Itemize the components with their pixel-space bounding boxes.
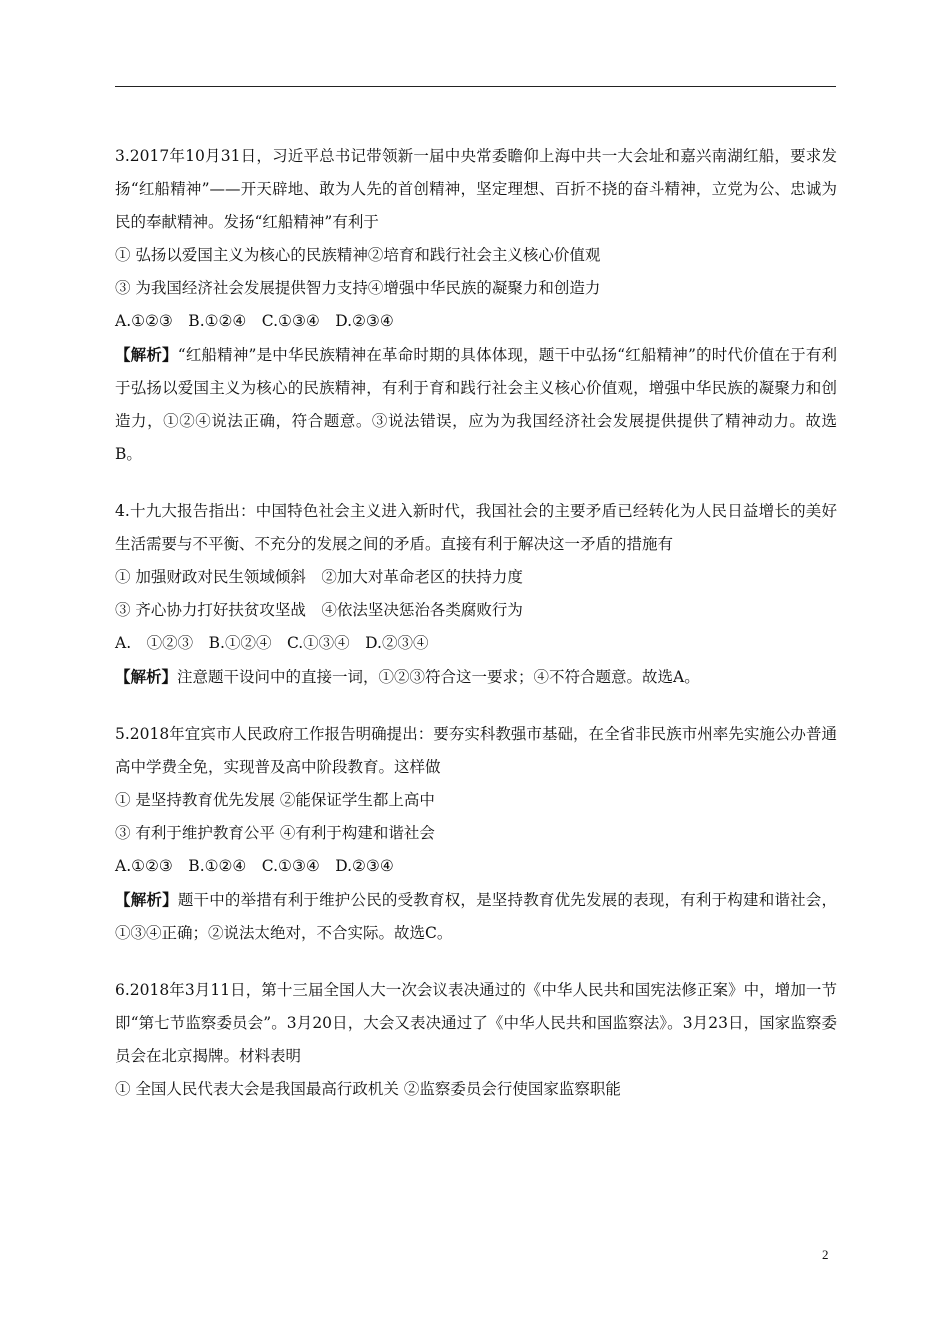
question-5 (115, 718, 837, 950)
statement-item: ① 全国人民代表大会是我国最高行政机关 ②监察委员会行使国家监察职能 (115, 1080, 621, 1098)
answer-options: A.①②③ B.①②④ C.①③④ D.②③④ (115, 857, 394, 875)
statement-item: ① 是坚持教育优先发展 ②能保证学生都上高中 (115, 791, 435, 809)
analysis (115, 338, 837, 471)
question-stem: 6.2018年3月11日，第十三届全国人大一次会议表决通过的《中华人民共和国宪法修正案》中，增加一节即“第七节监察委员会”。3月20日，大会又表决通过了《中华人民共和国监察法》。3月23日，国家监察委员会在北京揭牌。材料表明 (115, 981, 837, 1065)
header-rule (115, 86, 836, 87)
question-stem: 3.2017年10月31日，习近平总书记带领新一届中央常委瞻仰上海中共一大会址和嘉兴南湖红船，要求发扬“红船精神”——开天辟地、敢为人先的首创精神，坚定理想、百折不挠的奋斗精神，立党为公、忠诚为民的奉献精神。发扬“红船精神”有利于 (115, 147, 837, 231)
analysis (115, 883, 837, 950)
analysis-label: 【解析】 (115, 890, 178, 909)
statement-item: ③ 有利于维护教育公平 ④有利于构建和谐社会 (115, 824, 435, 842)
analysis-text: 注意题干设问中的直接一词，①②③符合这一要求；④不符合题意。故选A。 (177, 668, 700, 686)
analysis-text: 题干中的举措有利于维护公民的受教育权，是坚持教育优先发展的表现，有利于构建和谐社会，①③④正确；②说法太绝对，不合实际。故选C。 (115, 891, 837, 942)
analysis-label: 【解析】 (115, 667, 178, 686)
answer-options: A. ①②③ B.①②④ C.①③④ D.②③④ (115, 634, 429, 652)
analysis-text: “红船精神”是中华民族精神在革命时期的具体体现，题干中弘扬“红船精神”的时代价值在于有利于弘扬以爱国主义为核心的民族精神，有利于育和践行社会主义核心价值观，增强中华民族的凝聚力和创造力，①②④说法正确，符合题意。③说法错误，应为为我国经济社会发展提供提供了精神动力。故选B。 (115, 346, 837, 463)
question-stem: 5.2018年宜宾市人民政府工作报告明确提出：要夯实科教强市基础，在全省非民族市州率先实施公办普通高中学费全免，实现普及高中阶段教育。这样做 (115, 725, 837, 776)
answer-options: A.①②③ B.①②④ C.①③④ D.②③④ (115, 312, 394, 330)
statement-item: ③ 为我国经济社会发展提供智力支持④增强中华民族的凝聚力和创造力 (115, 279, 601, 297)
page-number: 2 (822, 1247, 829, 1262)
document-body (115, 140, 837, 1130)
question-stem: 4.十九大报告指出：中国特色社会主义进入新时代，我国社会的主要矛盾已经转化为人民日益增长的美好生活需要与不平衡、不充分的发展之间的矛盾。直接有利于解决这一矛盾的措施有 (115, 502, 837, 553)
statement-item: ③ 齐心协力打好扶贫攻坚战 ④依法坚决惩治各类腐败行为 (115, 601, 523, 619)
statement-item: ① 加强财政对民生领域倾斜 ②加大对革命老区的扶持力度 (115, 568, 523, 586)
analysis-label: 【解析】 (115, 345, 178, 364)
question-4 (115, 495, 837, 694)
question-3 (115, 140, 837, 471)
analysis (115, 660, 837, 694)
question-6 (115, 974, 837, 1106)
statement-item: ① 弘扬以爱国主义为核心的民族精神②培育和践行社会主义核心价值观 (115, 246, 601, 264)
